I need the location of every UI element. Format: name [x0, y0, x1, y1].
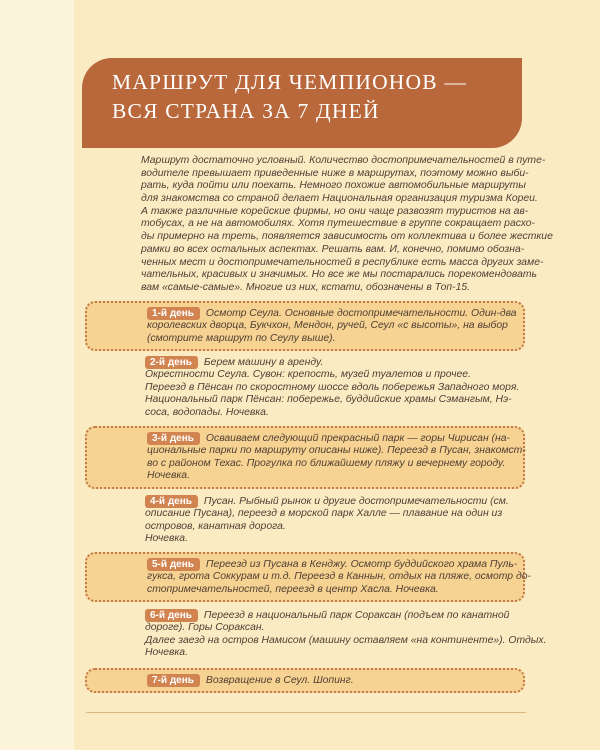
intro-line: ды примерно на треть, появляется зависимость от коллектива и более жесткие: [141, 231, 553, 243]
day-text-line: гукса, грота Соккурам и т.д. Переезд в Каннын, отдых на пляже, осмотр до-: [147, 570, 531, 582]
day-text-line: Переезд в национальный парк Сораксан (подъем по канатной: [203, 610, 510, 621]
day-badge: 6-й день: [145, 609, 198, 622]
intro-line: для знакомства со страной делает Национальная организация туризма Кореи.: [141, 193, 538, 205]
day-text-line: стопримечательностей, переезд в центр Хасла. Ночевка.: [147, 583, 439, 595]
day-badge: 7-й день: [147, 674, 200, 687]
day-text-line: дороге). Горы Сораксан.: [145, 621, 265, 633]
day-3-block: [85, 426, 525, 489]
intro-line: водителе превышает приведенные ниже в маршрутах, поэтому можно выби-: [141, 167, 529, 179]
intro-line: рамки во всех остальных аспектах. Решать вам. И, конечно, помимо обозна-: [141, 243, 525, 255]
day-text-line: соса, водопады. Ночевка.: [145, 407, 269, 419]
day-text-line: Переезд в Пёнсан по скоростному шоссе вдоль побережья Западного моря.: [145, 381, 520, 393]
day-7-block: [85, 668, 525, 693]
intro-line: тобусах, а не на автомобилях. Хотя путешествие в группе сокращает расхо-: [141, 218, 536, 230]
page-margin: [0, 0, 74, 750]
intro-line: ченных мест и достопримечательностей в республике есть масса других заме-: [141, 256, 544, 268]
day-text-line: (смотрите маршрут по Сеулу выше).: [147, 332, 336, 344]
day-text-line: Берем машину в аренду.: [203, 357, 324, 368]
intro-paragraph: [141, 155, 553, 295]
day-5-block: [85, 552, 531, 602]
day-text-line: Переезд из Пусана в Кенджу. Осмотр буддийского храма Пуль-: [205, 559, 518, 570]
day-6-block: [141, 605, 547, 664]
day-text-line: Ночевка.: [145, 647, 188, 659]
day-text-line: Национальный парк Пёнсан: побережье, буддийские храмы Сэмангым, Нэ-: [145, 394, 512, 406]
day-text-line: Ночевка.: [145, 533, 188, 545]
day-text-line: Ночевка.: [147, 470, 190, 482]
day-badge: 2-й день: [145, 356, 198, 369]
day-text-line: Пусан. Рыбный рынок и другие достопримечательности (см.: [203, 496, 509, 507]
day-4-block: [141, 491, 509, 550]
day-text-line: Возвращение в Сеул. Шопинг.: [205, 675, 354, 686]
day-badge: 1-й день: [147, 307, 200, 320]
day-text-line: королевских дворца, Букчхон, Мендон, ручей, Сеул «с высоты», на выбор: [147, 319, 508, 331]
intro-line: вам «самые-самые». Многие из них, кстати, обозначены в Топ-15.: [141, 281, 471, 293]
day-text-line: циональные парки по маршруту описаны ниже). Переезд в Пусан, знакомст-: [147, 444, 526, 456]
day-badge: 3-й день: [147, 432, 200, 445]
day-text-line: Далее заезд на остров Намисом (машину оставляем «на континенте»). Отдых.: [145, 634, 547, 646]
day-text-line: Осваиваем следующий прекрасный парк — горы Чирисан (на-: [205, 433, 510, 444]
route-title-banner: [82, 58, 522, 148]
day-2-block: [141, 352, 520, 424]
day-badge: 4-й день: [145, 495, 198, 508]
day-text-line: островов, канатная дорога.: [145, 520, 286, 532]
intro-line: А также различные корейские фирмы, но они чаще развозят туристов на ав-: [141, 205, 529, 217]
footer-divider: [86, 712, 526, 713]
intro-line: Маршрут достаточно условный. Количество достопримечательностей в путе-: [141, 155, 546, 166]
title-line: МАРШРУТ ДЛЯ ЧЕМПИОНОВ —: [112, 70, 468, 94]
day-1-block: [85, 301, 525, 351]
intro-line: чательных, красивых и значимых. Но все же мы постарались порекомендовать: [141, 269, 537, 281]
title-line: ВСЯ СТРАНА ЗА 7 ДНЕЙ: [112, 99, 380, 123]
day-text-line: Осмотр Сеула. Основные достопримечательности. Один-два: [205, 308, 517, 319]
day-text-line: Окрестности Сеула. Сувон: крепость, музей туалетов и прочее.: [145, 368, 471, 380]
intro-line: рать, куда пойти или поехать. Немного похожие автомобильные маршруты: [141, 180, 526, 192]
day-badge: 5-й день: [147, 558, 200, 571]
day-text-line: во с районом Техас. Прогулка по ближайшему пляжу и вечернему городу.: [147, 457, 506, 469]
day-text-line: описание Пусана), переезд в морской парк Халле — плавание на один из: [145, 507, 503, 519]
